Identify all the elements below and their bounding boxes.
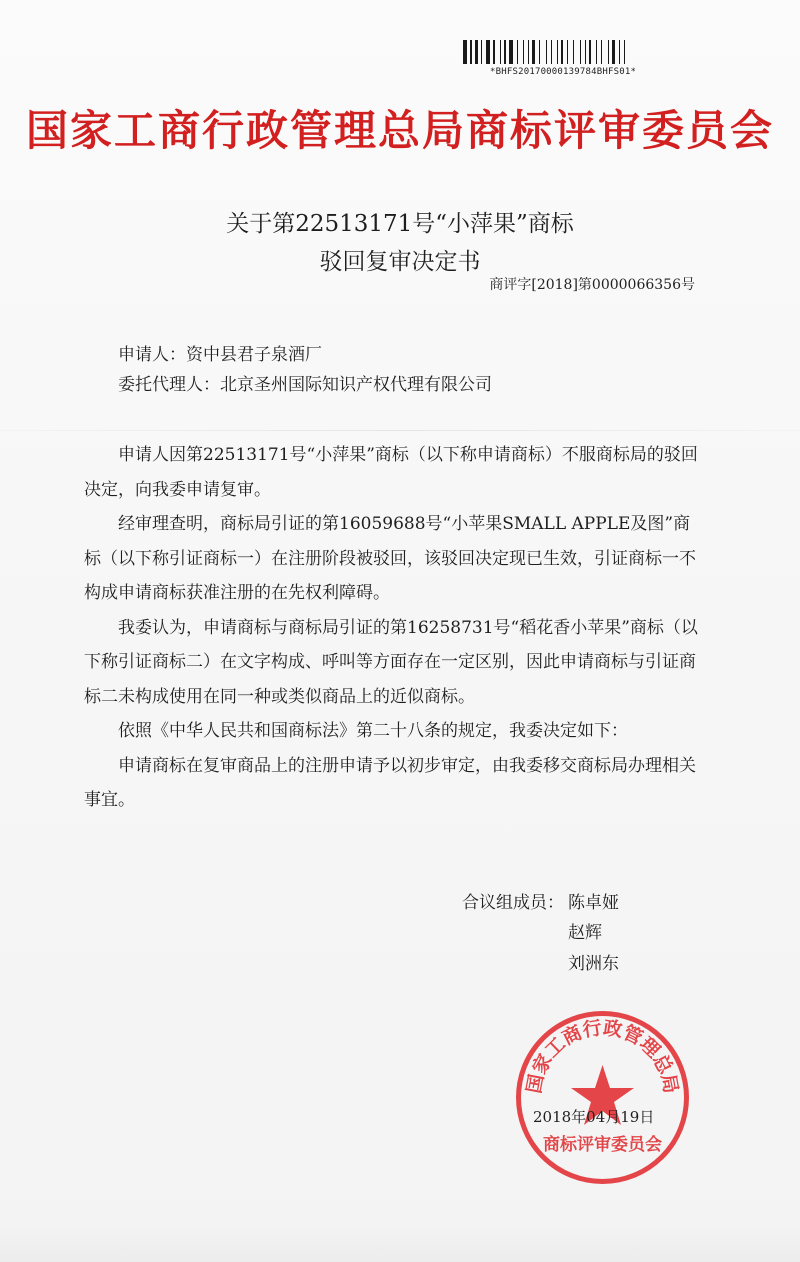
barcode-bar xyxy=(532,40,535,64)
barcode-bar xyxy=(463,40,467,64)
svg-text:国家工商行政管理总局: 国家工商行政管理总局 xyxy=(523,1016,682,1096)
barcode-text: *BHFS20170000139784BHFS01* xyxy=(490,67,637,77)
barcode-bar xyxy=(561,40,563,64)
barcode-bar xyxy=(509,40,513,64)
agent-line: 委托代理人：北京圣州国际知识产权代理有限公司 xyxy=(118,375,492,395)
barcode-bar xyxy=(493,40,495,64)
barcode-bar xyxy=(612,40,615,64)
decision-body xyxy=(84,438,704,818)
decision-date: 2018年04月19日 xyxy=(533,1108,655,1126)
barcode-bar xyxy=(546,40,547,64)
barcode-bar xyxy=(551,40,552,64)
official-seal xyxy=(515,1010,690,1185)
barcode-bar xyxy=(504,40,506,64)
barcode-bar xyxy=(523,40,524,64)
document-title-line-1: 关于第22513171号“小萍果”商标 xyxy=(226,211,574,237)
barcode-bar xyxy=(585,40,586,64)
body-paragraph-2: 经审理查明，商标局引证的第16059688号“小苹果SMALL APPLE及图”商标（以下称引证商标一）在注册阶段被驳回，该驳回决定现已生效，引证商标一不构成申请商标获准注册的在先权利障碍。 xyxy=(84,514,696,603)
panel-member-3: 刘洲东 xyxy=(568,954,619,974)
barcode-bar xyxy=(596,40,597,64)
barcode-graphic xyxy=(463,40,671,64)
barcode-bar xyxy=(601,40,602,64)
body-paragraph-3: 我委认为，申请商标与商标局引证的第16258731号“稻花香小苹果”商标（以下称引证商标二）在文字构成、呼叫等方面存在一定区别，因此申请商标与引证商标二未构成使用在同一种或类似商品上的近似商标。 xyxy=(84,617,698,707)
document-title-line-2: 驳回复审决定书 xyxy=(319,249,481,275)
barcode-bar xyxy=(573,40,574,64)
svg-text:商标评审委员会: 商标评审委员会 xyxy=(543,1135,662,1155)
barcode-bar xyxy=(624,40,625,64)
body-paragraph-1: 申请人因第22513171号“小萍果”商标（以下称申请商标）不服商标局的驳回决定，向我委申请复审。 xyxy=(84,445,698,500)
panel-members-label: 合议组成员： xyxy=(462,893,564,913)
barcode-bar xyxy=(500,40,501,64)
barcode-bar xyxy=(608,40,609,64)
barcode-bar xyxy=(528,40,529,64)
document-number: 商评字[2018]第0000066356号 xyxy=(489,277,695,293)
barcode-bar xyxy=(517,40,518,64)
barcode-bar xyxy=(580,40,581,64)
barcode-bar xyxy=(589,40,591,64)
page-bottom-shadow xyxy=(0,1225,800,1262)
body-paragraph-4: 依照《中华人民共和国商标法》第二十八条的规定，我委决定如下： xyxy=(118,721,628,741)
applicant-line: 申请人：资中县君子泉酒厂 xyxy=(118,345,322,365)
barcode-bar xyxy=(567,40,568,64)
barcode-bar xyxy=(619,40,620,64)
body-paragraph-5: 申请商标在复审商品上的注册申请予以初步审定，由我委移交商标局办理相关事宜。 xyxy=(84,755,696,810)
panel-member-2: 赵辉 xyxy=(568,923,602,943)
panel-member-1: 陈卓娅 xyxy=(568,893,619,913)
barcode-bar xyxy=(470,40,472,64)
paper-fold xyxy=(0,430,800,431)
barcode-bar xyxy=(486,40,490,64)
barcode-bar xyxy=(557,40,558,64)
barcode-bar xyxy=(475,40,478,64)
issuing-organization-header: 国家工商行政管理总局商标评审委员会 xyxy=(25,106,774,155)
barcode-bar xyxy=(481,40,482,64)
barcode-bar xyxy=(539,40,540,64)
